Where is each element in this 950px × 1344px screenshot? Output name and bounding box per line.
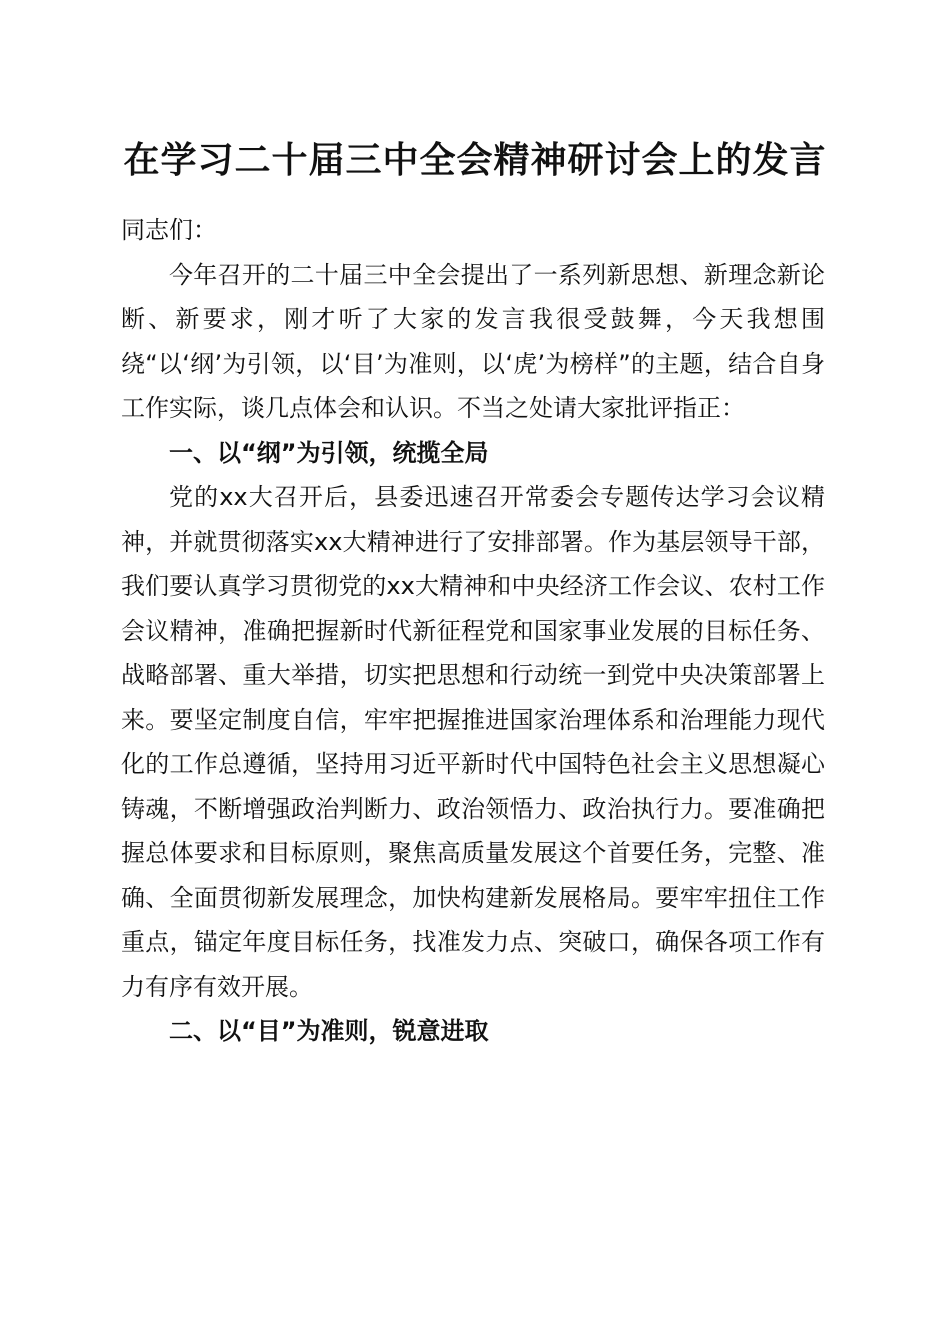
- document-title: 在学习二十届三中全会精神研讨会上的发言: [123, 139, 827, 181]
- document-body: [121, 208, 825, 1054]
- section-1-heading: 一、以“纲”为引领，统揽全局: [169, 438, 489, 467]
- section-1-paragraph: 党的xx大召开后，县委迅速召开常委会专题传达学习会议精神，并就贯彻落实xx大精神进行了安排部署。作为基层领导干部，我们要认真学习贯彻党的xx大精神和中央经济工作会议、农村工作会议精神，准确把握新时代新征程党和国家事业发展的目标任务、战略部署、重大举措，切实把思想和行动统一到党中央决策部署上来。要坚定制度自信，牢牢把握推进国家治理体系和治理能力现代化的工作总遵循，坚持用习近平新时代中国特色社会主义思想凝心铸魂，不断增强政治判断力、政治领悟力、政治执行力。要准确把握总体要求和目标原则，聚焦高质量发展这个首要任务，完整、准确、全面贯彻新发展理念，加快构建新发展格局。要牢牢扭住工作重点，锚定年度目标任务，找准发力点、突破口，确保各项工作有力有序有效开展。: [121, 483, 825, 1001]
- intro-paragraph: 今年召开的二十届三中全会提出了一系列新思想、新理念新论断、新要求，刚才听了大家的发言我很受鼓舞，今天我想围绕“以‘纲’为引领，以‘目’为准则，以‘虎’为榜样”的主题，结合自身工作实际，谈几点体会和认识。不当之处请大家批评指正：: [121, 260, 825, 422]
- section-2-heading: 二、以“目”为准则，锐意进取: [169, 1017, 489, 1045]
- salutation: 同志们：: [121, 216, 217, 244]
